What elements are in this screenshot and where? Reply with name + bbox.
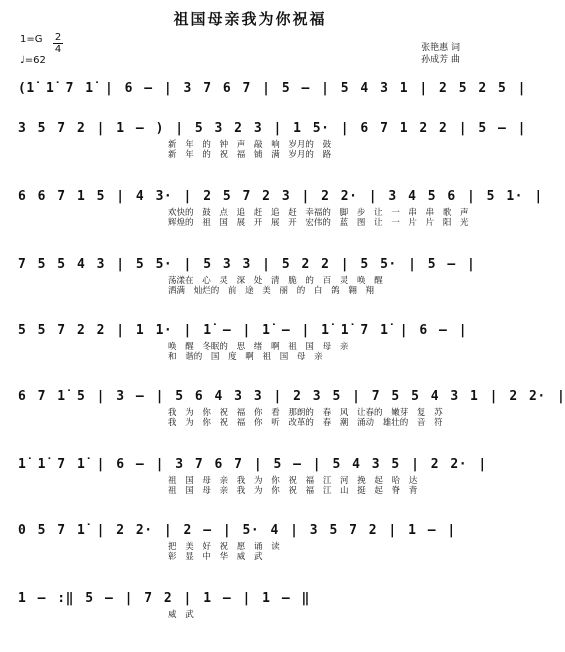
notation-line: (1̇ 1̇ 7 1̇ | 6 – | 3 7 6 7 | 5 – | 5 4 3 1 | 2 5 2 5 | [18,81,526,96]
quarter-note-icon: ♩ [20,55,25,66]
staff-system [18,322,488,362]
notation-line: 6 7 1̇ 5 | 3 – | 5 6 4 3 3 | 2 3 5 | 7 5 5 4 3 1 | 2 2· | [18,389,565,404]
notation-line: 1̇ 1̇ 7 1̇ | 6 – | 3 7 6 7 | 5 – | 5 4 3 5 | 2 2· | [18,457,487,472]
notation-line: 0 5 7 1̇ | 2 2· | 2 – | 5· 4 | 3 5 7 2 | 1 – | [18,523,456,538]
lyrics-line: 洒满 灿烂的 前 途 美 丽 的 白 鸽 翱 翔 [168,286,375,296]
staff-system [18,388,565,428]
staff-system [18,120,526,160]
lyrics-line: 荡漾在 心 灵 深 处 清 脆 的 百 灵 唤 醒 [168,276,383,286]
key-signature: 1=G [20,34,43,45]
staff-system [18,456,488,496]
notation-line: 5 5 7 2 2 | 1 1· | 1̇ – | 1̇ – | 1̇ 1̇ 7 1̇ | 6 – | [18,323,468,338]
composer: 孙成芳 曲 [421,55,460,65]
lyrics-line: 祖 国 母 亲 我 为 你 祝 福 江 山 挺 起 脊 背 [168,486,418,496]
staff-system [18,256,488,296]
credits [340,40,460,66]
song-title: 祖国母亲我为你祝福 [173,10,327,28]
lyrics-line: 彰 显 中 华 威 武 [168,552,263,562]
notation-line: 7 5 5 4 3 | 5 5· | 5 3 3 | 5 2 2 | 5 5· | 5 – | [18,257,476,272]
lyricist: 张艳惠 词 [421,43,460,53]
tempo-mark [20,55,46,66]
lyrics-line: 我 为 你 祝 福 你 看 那朗的 春 风 让春的 嫩芽 复 苏 [168,408,443,418]
lyrics-line: 新 年 的 钟 声 敲 响 岁月的 鼓 [168,140,332,150]
notation-line: 6 6 7 1 5 | 4 3· | 2 5 7 2 3 | 2 2· | 3 4 5 6 | 5 1· | [18,189,543,204]
staff-system [18,590,488,620]
tempo-value: =62 [24,55,46,66]
time-denominator: 4 [54,44,62,55]
lyrics-line: 新 年 的 祝 福 铺 满 岁月的 路 [168,150,332,160]
lyrics-line: 唤 醒 冬眠的 思 绪 啊 祖 国 母 亲 [168,342,349,352]
lyrics-line: 我 为 你 祝 福 你 听 改革的 春 潮 涌动 雄壮的 音 符 [168,418,443,428]
lyrics-line: 祖 国 母 亲 我 为 你 祝 福 江 河 挽 起 哈 达 [168,476,418,486]
notation-line: 3 5 7 2 | 1 – ) | 5 3 2 3 | 1 5· | 6 7 1 2 2 | 5 – | [18,121,526,136]
time-signature [53,32,63,55]
lyrics-line: 辉煌的 祖 国 展 开 展 开 宏伟的 蓝 图 让 一 片 片 阳 光 [168,218,469,228]
time-numerator: 2 [54,32,62,43]
staff-system [18,522,488,562]
lyrics-line: 和 谐的 国 度 啊 祖 国 母 亲 [168,352,323,362]
lyrics-line: 把 美 好 祝 愿 诵 读 [168,542,280,552]
lyrics-line: 威 武 [168,610,194,620]
lyrics-line: 欢快的 鼓 点 追 赶 追 赶 幸福的 脚 步 让 一 串 串 歌 声 [168,208,469,218]
staff-system [18,188,543,228]
staff-system [18,80,526,100]
notation-line: 1 – :‖ 5 – | 7 2 | 1 – | 1 – ‖ [18,591,310,606]
